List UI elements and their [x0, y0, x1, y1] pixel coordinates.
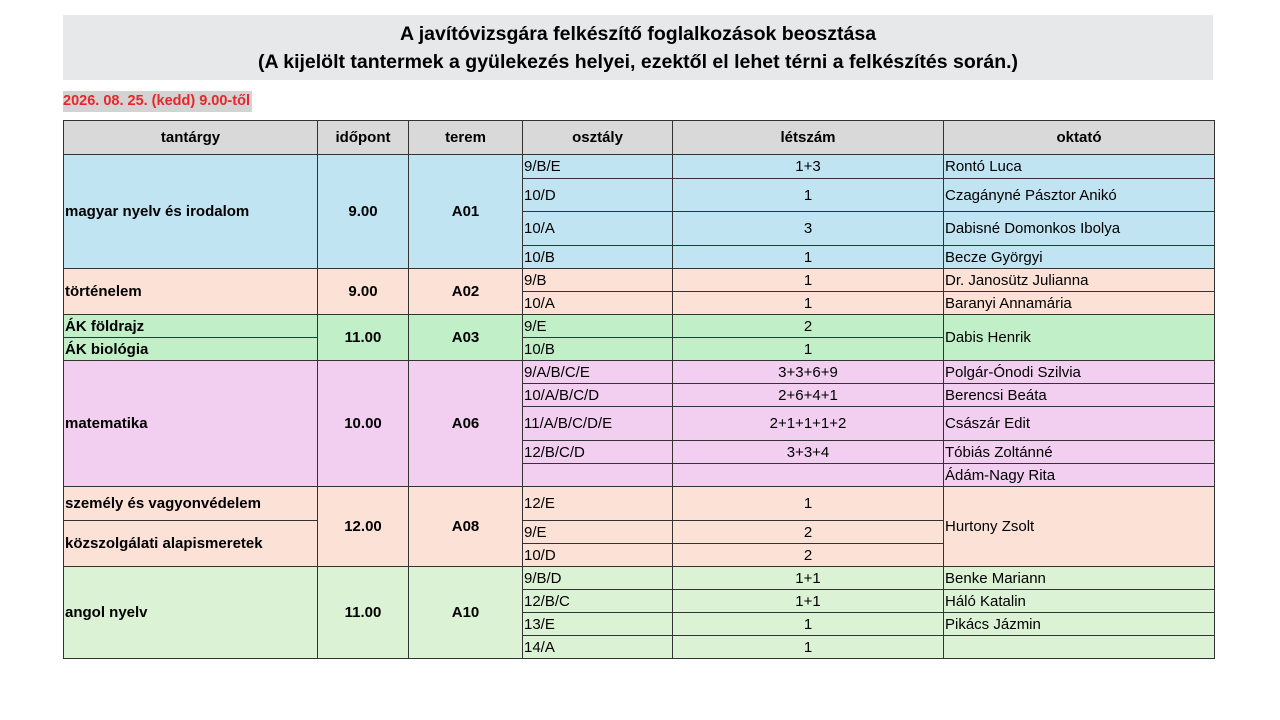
teacher-cell: Benke Mariann [944, 567, 1215, 590]
class-cell: 11/A/B/C/D/E [523, 407, 673, 441]
header-count: létszám [673, 121, 944, 155]
room-cell: A01 [409, 155, 523, 269]
count-cell: 1 [673, 179, 944, 212]
class-cell: 9/B/E [523, 155, 673, 179]
teacher-cell: Berencsi Beáta [944, 384, 1215, 407]
subject-cell: matematika [64, 361, 318, 487]
count-cell: 1+1 [673, 567, 944, 590]
header-teacher: oktató [944, 121, 1215, 155]
count-cell: 1+1 [673, 590, 944, 613]
class-cell [523, 464, 673, 487]
subject-cell: személy és vagyonvédelem [64, 487, 318, 521]
teacher-cell: Becze Györgyi [944, 246, 1215, 269]
room-cell: A06 [409, 361, 523, 487]
class-cell: 10/B [523, 338, 673, 361]
class-cell: 9/A/B/C/E [523, 361, 673, 384]
subject-cell: történelem [64, 269, 318, 315]
count-cell: 2+1+1+1+2 [673, 407, 944, 441]
header-row [64, 121, 1215, 155]
header-time: időpont [318, 121, 409, 155]
header-room: terem [409, 121, 523, 155]
time-cell: 11.00 [318, 315, 409, 361]
header-subject: tantárgy [64, 121, 318, 155]
time-cell: 12.00 [318, 487, 409, 567]
time-cell: 10.00 [318, 361, 409, 487]
count-cell: 1 [673, 292, 944, 315]
class-cell: 10/D [523, 179, 673, 212]
teacher-cell: Dr. Janosütz Julianna [944, 269, 1215, 292]
count-cell: 3+3+4 [673, 441, 944, 464]
teacher-cell [944, 636, 1215, 659]
count-cell: 3 [673, 212, 944, 246]
table-row [64, 567, 1215, 590]
count-cell: 1 [673, 487, 944, 521]
count-cell: 1 [673, 246, 944, 269]
room-cell: A08 [409, 487, 523, 567]
teacher-cell: Ádám-Nagy Rita [944, 464, 1215, 487]
class-cell: 10/A [523, 292, 673, 315]
count-cell: 1 [673, 338, 944, 361]
teacher-cell: Dabisné Domonkos Ibolya [944, 212, 1215, 246]
room-cell: A10 [409, 567, 523, 659]
teacher-cell: Háló Katalin [944, 590, 1215, 613]
table-row [64, 269, 1215, 292]
class-cell: 12/B/C [523, 590, 673, 613]
count-cell: 2 [673, 544, 944, 567]
time-cell: 9.00 [318, 155, 409, 269]
teacher-cell: Hurtony Zsolt [944, 487, 1215, 567]
subject-cell: magyar nyelv és irodalom [64, 155, 318, 269]
count-cell: 1 [673, 613, 944, 636]
table-row [64, 315, 1215, 338]
class-cell: 14/A [523, 636, 673, 659]
teacher-cell: Rontó Luca [944, 155, 1215, 179]
count-cell: 2+6+4+1 [673, 384, 944, 407]
room-cell: A03 [409, 315, 523, 361]
table-row [64, 155, 1215, 179]
table-row [64, 361, 1215, 384]
class-cell: 9/B/D [523, 567, 673, 590]
count-cell: 3+3+6+9 [673, 361, 944, 384]
time-cell: 11.00 [318, 567, 409, 659]
schedule-table [63, 120, 1215, 659]
teacher-cell: Tóbiás Zoltánné [944, 441, 1215, 464]
class-cell: 9/E [523, 521, 673, 544]
class-cell: 10/D [523, 544, 673, 567]
subject-cell: közszolgálati alapismeretek [64, 521, 318, 567]
subject-cell: ÁK biológia [64, 338, 318, 361]
count-cell: 1 [673, 636, 944, 659]
class-cell: 13/E [523, 613, 673, 636]
class-cell: 12/E [523, 487, 673, 521]
header-class: osztály [523, 121, 673, 155]
class-cell: 9/E [523, 315, 673, 338]
teacher-cell: Polgár-Ónodi Szilvia [944, 361, 1215, 384]
class-cell: 9/B [523, 269, 673, 292]
page-subtitle: (A kijelölt tantermek a gyülekezés helyei, ezektől el lehet térni a felkészítés során.) [257, 50, 1019, 73]
teacher-cell: Császár Edit [944, 407, 1215, 441]
count-cell: 1 [673, 269, 944, 292]
date-label: 2026. 08. 25. (kedd) 9.00-től [63, 91, 252, 112]
teacher-cell: Dabis Henrik [944, 315, 1215, 361]
subject-cell: angol nyelv [64, 567, 318, 659]
teacher-cell: Pikács Jázmin [944, 613, 1215, 636]
class-cell: 10/A/B/C/D [523, 384, 673, 407]
count-cell: 2 [673, 315, 944, 338]
table-row [64, 487, 1215, 521]
title-box [63, 15, 1213, 80]
count-cell: 1+3 [673, 155, 944, 179]
count-cell: 2 [673, 521, 944, 544]
time-cell: 9.00 [318, 269, 409, 315]
class-cell: 10/B [523, 246, 673, 269]
class-cell: 10/A [523, 212, 673, 246]
room-cell: A02 [409, 269, 523, 315]
count-cell [673, 464, 944, 487]
subject-cell: ÁK földrajz [64, 315, 318, 338]
teacher-cell: Baranyi Annamária [944, 292, 1215, 315]
page-title: A javítóvizsgára felkészítő foglalkozások beosztása [399, 22, 877, 45]
teacher-cell: Czagányné Pásztor Anikó [944, 179, 1215, 212]
class-cell: 12/B/C/D [523, 441, 673, 464]
